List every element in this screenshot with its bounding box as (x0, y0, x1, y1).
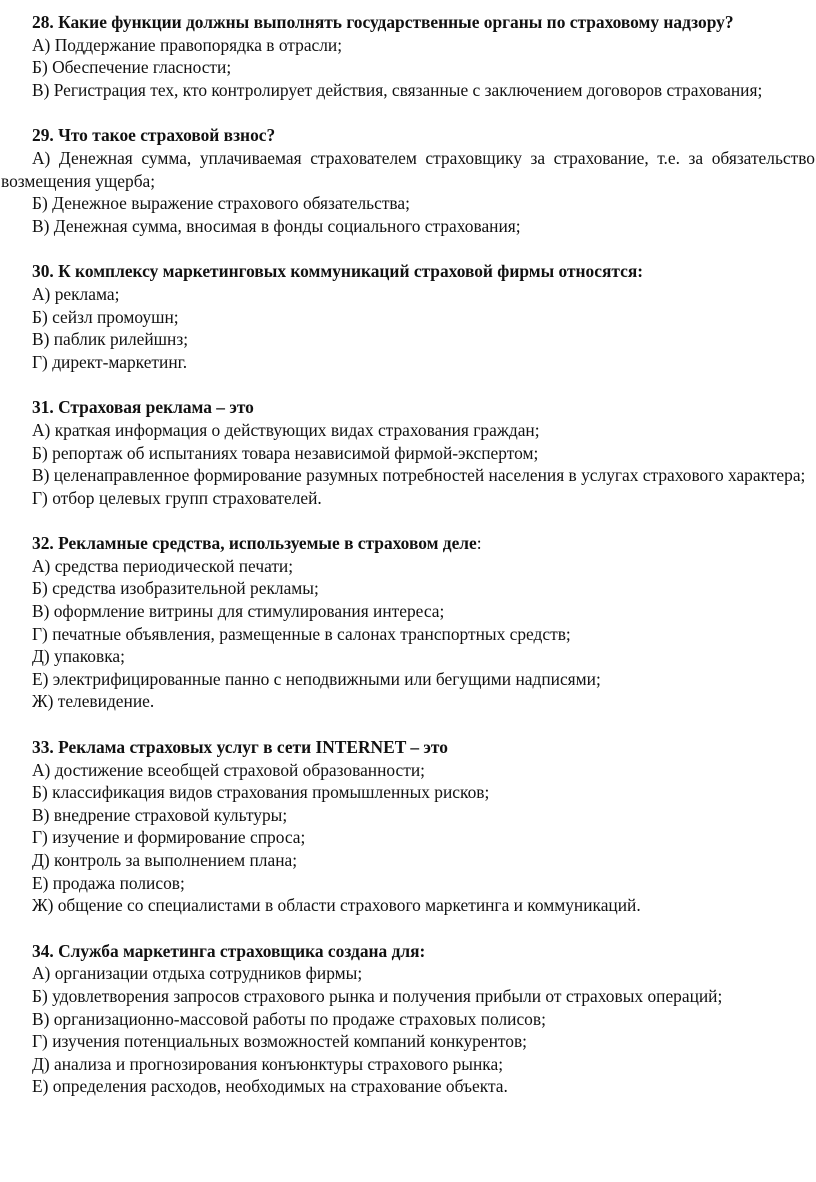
answer-option: Г) изучения потенциальных возможностей компаний конкурентов; (32, 1031, 527, 1052)
answer-option: А) средства периодической печати; (32, 555, 294, 576)
question-29 (1, 124, 815, 237)
answer-option: Б) репортаж об испытаниях товара независимой фирмой-экспертом; (32, 442, 539, 463)
answer-option: Б) классификация видов страхования промышленных рисков; (32, 782, 490, 803)
answer-option: Г) директ-маркетинг. (32, 351, 188, 372)
answer-option: Б) удовлетворения запросов страхового рынка и получения прибыли от страховых операций; (32, 985, 723, 1006)
question-30 (1, 260, 815, 373)
document-page (0, 11, 816, 1171)
answer-option: В) Регистрация тех, кто контролирует действия, связанные с заключением договоров страхования; (32, 79, 763, 100)
answer-option: Г) печатные объявления, размещенные в салонах транспортных средств; (32, 623, 571, 644)
answer-option: А) организации отдыха сотрудников фирмы; (32, 963, 363, 984)
answer-option: Б) средства изобразительной рекламы; (32, 578, 319, 599)
question-title: 34. Служба маркетинга страховщика создана для: (32, 940, 426, 961)
answer-option: В) Денежная сумма, вносимая в фонды социального страхования; (32, 215, 521, 236)
answer-option: В) внедрение страховой культуры; (32, 804, 288, 825)
question-34 (1, 940, 815, 1098)
answer-option: Г) изучение и формирование спроса; (32, 827, 306, 848)
answer-option: Ж) телевидение. (32, 691, 155, 712)
question-title (1, 532, 815, 555)
answer-option: Ж) общение со специалистами в области страхового маркетинга и коммуникаций. (32, 895, 641, 916)
answer-option: А) Поддержание правопорядка в отрасли; (32, 34, 343, 55)
answer-option: Г) отбор целевых групп страхователей. (32, 487, 322, 508)
answer-option: Д) упаковка; (32, 646, 125, 667)
answer-option: А) реклама; (32, 283, 120, 304)
question-31 (1, 396, 815, 509)
question-title: 33. Реклама страховых услуг в сети INTERNET – это (32, 737, 448, 758)
answer-option: А) Денежная сумма, уплачиваемая страхователем страховщику за страхование, т.е. за обязательство возмещения ущерба; (1, 147, 815, 191)
question-28 (1, 11, 815, 101)
answer-option: В) организационно-массовой работы по продаже страховых полисов; (32, 1008, 546, 1029)
question-title: 30. К комплексу маркетинговых коммуникаций страховой фирмы относятся: (32, 261, 644, 282)
question-33 (1, 736, 815, 917)
answer-option: Б) сейзл промоушн; (32, 306, 179, 327)
question-title-colon: : (476, 533, 482, 554)
question-title: 29. Что такое страховой взнос? (32, 125, 276, 146)
question-title: 31. Страховая реклама – это (32, 397, 254, 418)
answer-option: Е) электрифицированные панно с неподвижными или бегущими надписями; (32, 668, 601, 689)
answer-option: В) целенаправленное формирование разумных потребностей населения в услугах страхового характера; (32, 465, 806, 486)
answer-option: А) краткая информация о действующих видах страхования граждан; (32, 419, 540, 440)
answer-option: В) паблик рилейшнз; (32, 329, 189, 350)
question-title-text: 32. Рекламные средства, используемые в страховом деле (32, 533, 477, 554)
answer-option: Б) Денежное выражение страхового обязательства; (32, 193, 410, 214)
answer-option: Е) продажа полисов; (32, 872, 185, 893)
question-32 (1, 532, 815, 713)
answer-option: А) достижение всеобщей страховой образованности; (32, 759, 425, 780)
question-title: 28. Какие функции должны выполнять государственные органы по страховому надзору? (32, 12, 734, 32)
answer-option: В) оформление витрины для стимулирования интереса; (32, 601, 445, 622)
answer-option: Е) определения расходов, необходимых на страхование объекта. (32, 1076, 508, 1097)
answer-option: Д) анализа и прогнозирования конъюнктуры страхового рынка; (32, 1053, 504, 1074)
answer-option: Д) контроль за выполнением плана; (32, 850, 298, 870)
answer-option: Б) Обеспечение гласности; (32, 57, 232, 78)
